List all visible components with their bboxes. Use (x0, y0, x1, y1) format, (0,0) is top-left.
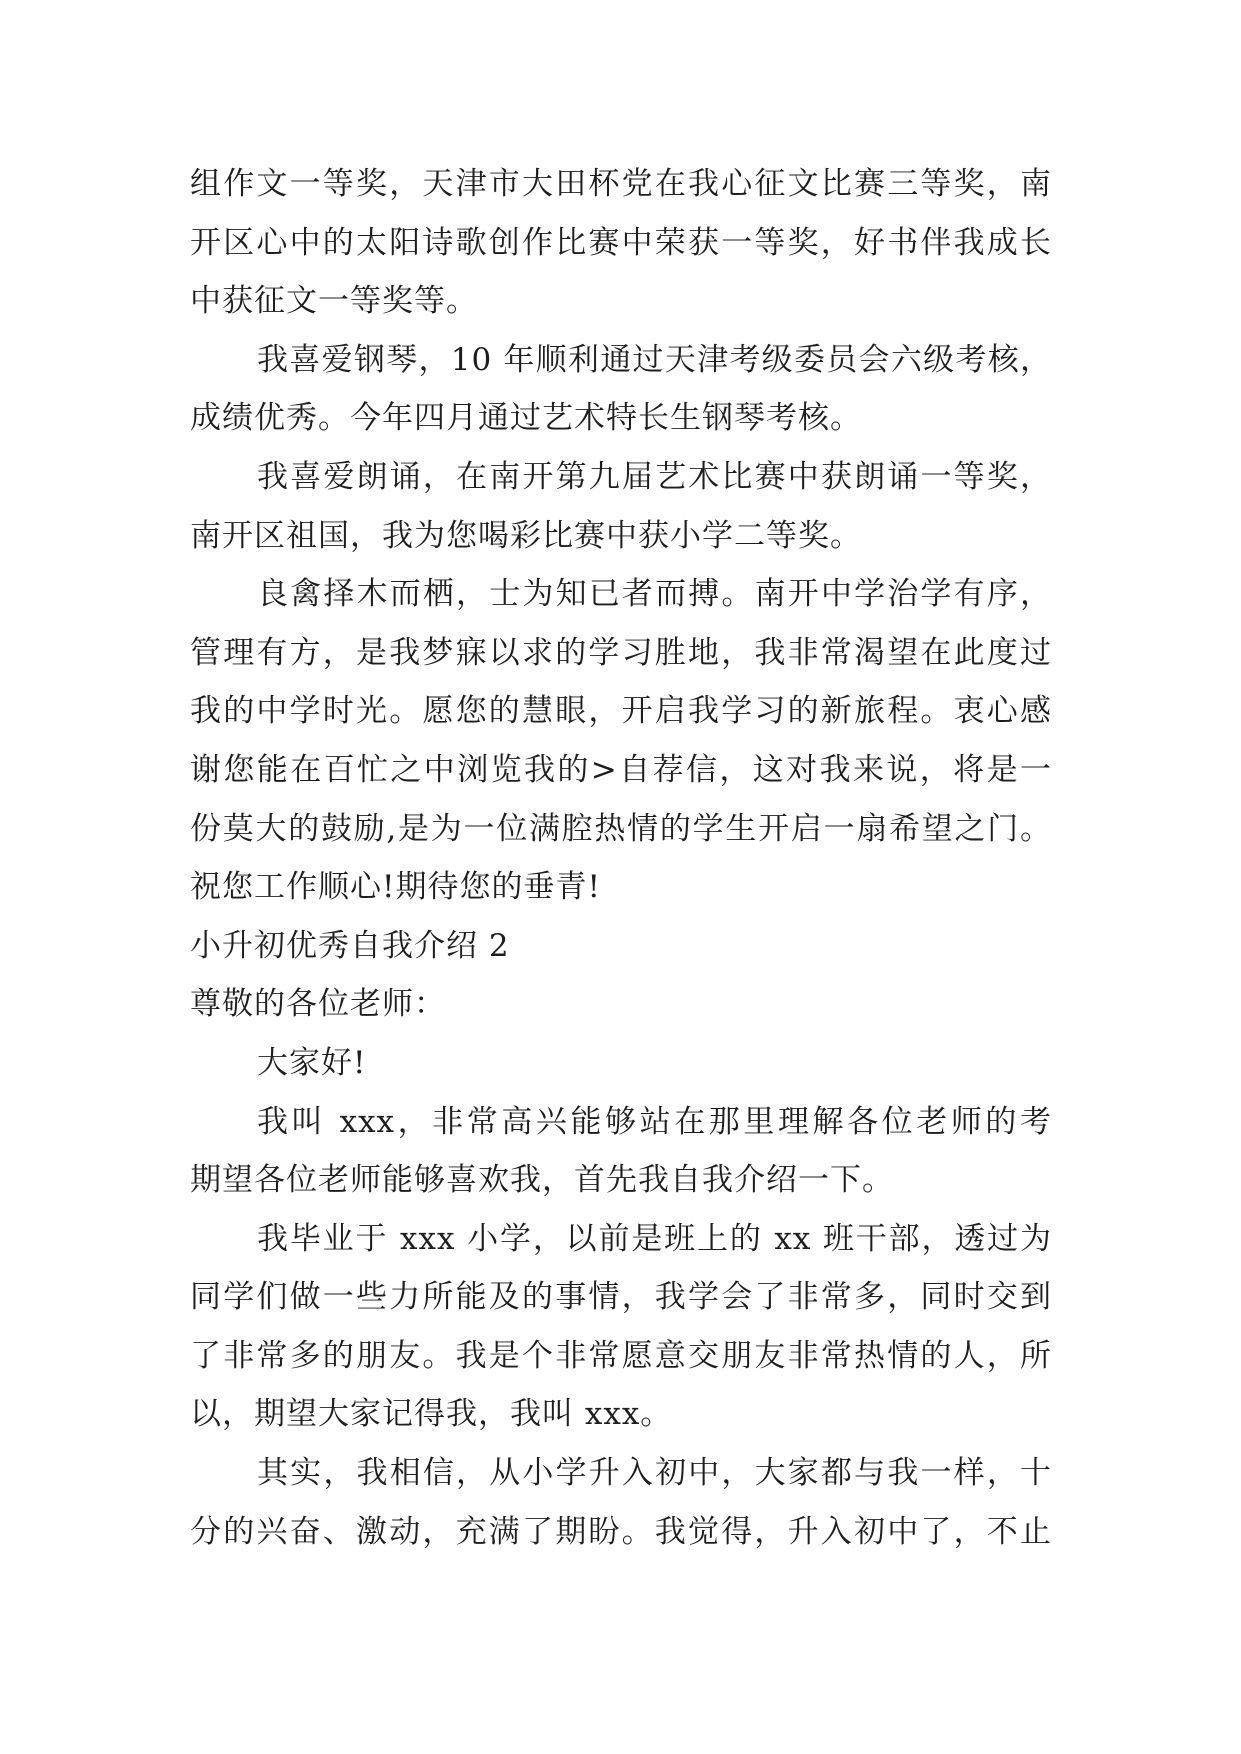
paragraph (190, 1210, 1052, 1444)
paragraph (190, 155, 1052, 331)
text-line: 成绩优秀。今年四月通过艺术特长生钢琴考核。 (190, 400, 862, 437)
text-line: 份莫大的鼓励,是为一位满腔热情的学生开启一扇希望之门。 (190, 810, 1052, 847)
text-line: 我叫 xxx，非常高兴能够站在那里理解各位老师的考 (257, 1103, 1052, 1140)
paragraph (190, 1034, 1052, 1093)
paragraph (190, 331, 1052, 448)
salutation: 尊敬的各位老师： (190, 986, 446, 1023)
greeting-line: 大家好! (257, 1044, 367, 1081)
text-line: 同学们做一些力所能及的事情，我学会了非常多，同时交到 (190, 1279, 1052, 1316)
text-line: 南开区祖国，我为您喝彩比赛中获小学二等奖。 (190, 517, 862, 554)
text-line: 分的兴奋、激动，充满了期盼。我觉得，升入初中了，不止 (190, 1513, 1052, 1550)
text-line: 了非常多的朋友。我是个非常愿意交朋友非常热情的人，所 (190, 1337, 1052, 1374)
paragraph (190, 1444, 1052, 1561)
text-line: 开区心中的太阳诗歌创作比赛中荣获一等奖，好书伴我成长 (190, 224, 1052, 261)
text-line: 我的中学时光。愿您的慧眼，开启我学习的新旅程。衷心感 (190, 693, 1052, 730)
text-line: 其实，我相信，从小学升入初中，大家都与我一样，十 (257, 1455, 1052, 1492)
paragraph (190, 448, 1052, 565)
section-title: 小升初优秀自我介绍 2 (190, 927, 510, 964)
text-line: 中获征文一等奖等。 (190, 283, 478, 320)
text-line: 期望各位老师能够喜欢我，首先我自我介绍一下。 (190, 1162, 894, 1199)
text-line: 谢您能在百忙之中浏览我的>自荐信，这对我来说，将是一 (190, 751, 1052, 788)
paragraph (190, 565, 1052, 917)
text-line: 组作文一等奖，天津市大田杯党在我心征文比赛三等奖，南 (190, 166, 1052, 202)
text-line: 我毕业于 xxx 小学，以前是班上的 xx 班干部，透过为 (257, 1220, 1052, 1257)
text-line: 以，期望大家记得我，我叫 xxx。 (190, 1396, 673, 1433)
text-line: 良禽择木而栖，士为知已者而搏。南开中学治学有序， (257, 576, 1052, 613)
document-page (190, 155, 1052, 1561)
text-line: 我喜爱钢琴，10 年顺利通过天津考级委员会六级考核， (257, 341, 1052, 378)
text-line: 我喜爱朗诵，在南开第九届艺术比赛中获朗诵一等奖， (257, 458, 1052, 495)
text-line: 管理有方，是我梦寐以求的学习胜地，我非常渴望在此度过 (190, 634, 1052, 671)
text-line: 祝您工作顺心!期待您的垂青! (190, 869, 601, 906)
paragraph (190, 1093, 1052, 1210)
